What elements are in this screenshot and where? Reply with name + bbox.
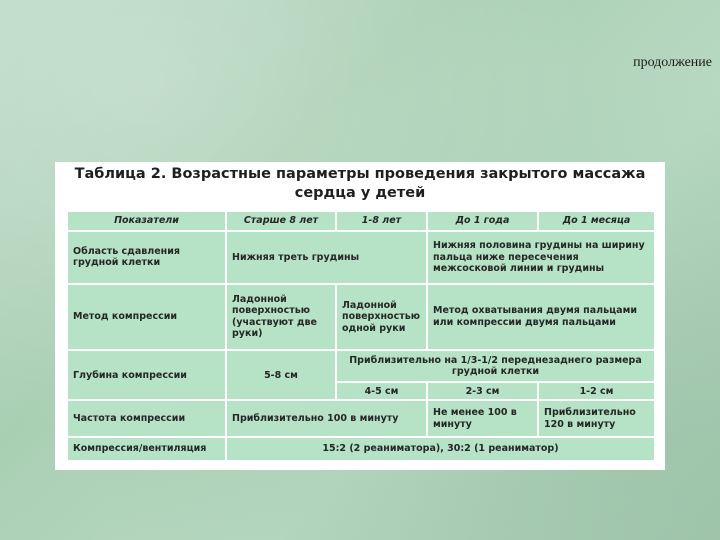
header-under-1-year: До 1 года [428,212,537,230]
cell-depth-1-to-8: 4-5 см [337,383,426,399]
row-label-rate: Частота компрессии [68,401,225,435]
row-label-area: Область сдавления грудной клетки [68,232,225,282]
row-label-depth: Глубина компрессии [68,351,225,399]
cell-ratio-all: 15:2 (2 реаниматора), 30:2 (1 реаниматор) [227,438,654,460]
cell-method-1-to-8: Ладонной поверхностью одной руки [337,285,426,350]
cell-rate-under-1-month: Приблизительно 120 в минуту [539,401,654,435]
row-label-ratio: Компрессия/вентиляция [68,438,225,460]
table-row [68,351,654,381]
cell-rate-older: Приблизительно 100 в минуту [227,401,426,435]
header-indicators: Показатели [68,212,225,230]
cell-method-over-8: Ладонной поверхностью (участвуют две руки) [227,285,335,350]
cell-method-infant: Метод охватывания двумя пальцами или компрессии двумя пальцами [428,285,654,350]
cpr-parameters-table [66,210,656,462]
table-row [68,401,654,435]
cell-depth-young-common: Приблизительно на 1/3-1/2 переднезаднего размера грудной клетки [337,351,654,381]
table-header-row [68,212,654,230]
table-title [55,162,665,209]
table-row [68,232,654,282]
table-title-line2: сердца у детей [294,185,426,201]
row-label-method: Метод компрессии [68,285,225,350]
table-row [68,285,654,350]
cell-area-infant: Нижняя половина грудины на ширину пальца ниже пересечения межсосковой линии и грудины [428,232,654,282]
header-1-to-8: 1-8 лет [337,212,426,230]
table-row [68,438,654,460]
header-over-8: Старше 8 лет [227,212,335,230]
table-card [55,162,665,470]
table-title-line1: Таблица 2. Возрастные параметры проведения закрытого массажа [74,166,646,182]
cell-depth-under-1-month: 1-2 см [539,383,654,399]
cell-depth-under-1-year: 2-3 см [428,383,537,399]
continuation-label: продолжение [633,55,712,70]
cell-area-older: Нижняя треть грудины [227,232,426,282]
header-under-1-month: До 1 месяца [539,212,654,230]
cell-depth-over-8: 5-8 см [227,351,335,399]
cell-rate-under-1-year: Не менее 100 в минуту [428,401,537,435]
